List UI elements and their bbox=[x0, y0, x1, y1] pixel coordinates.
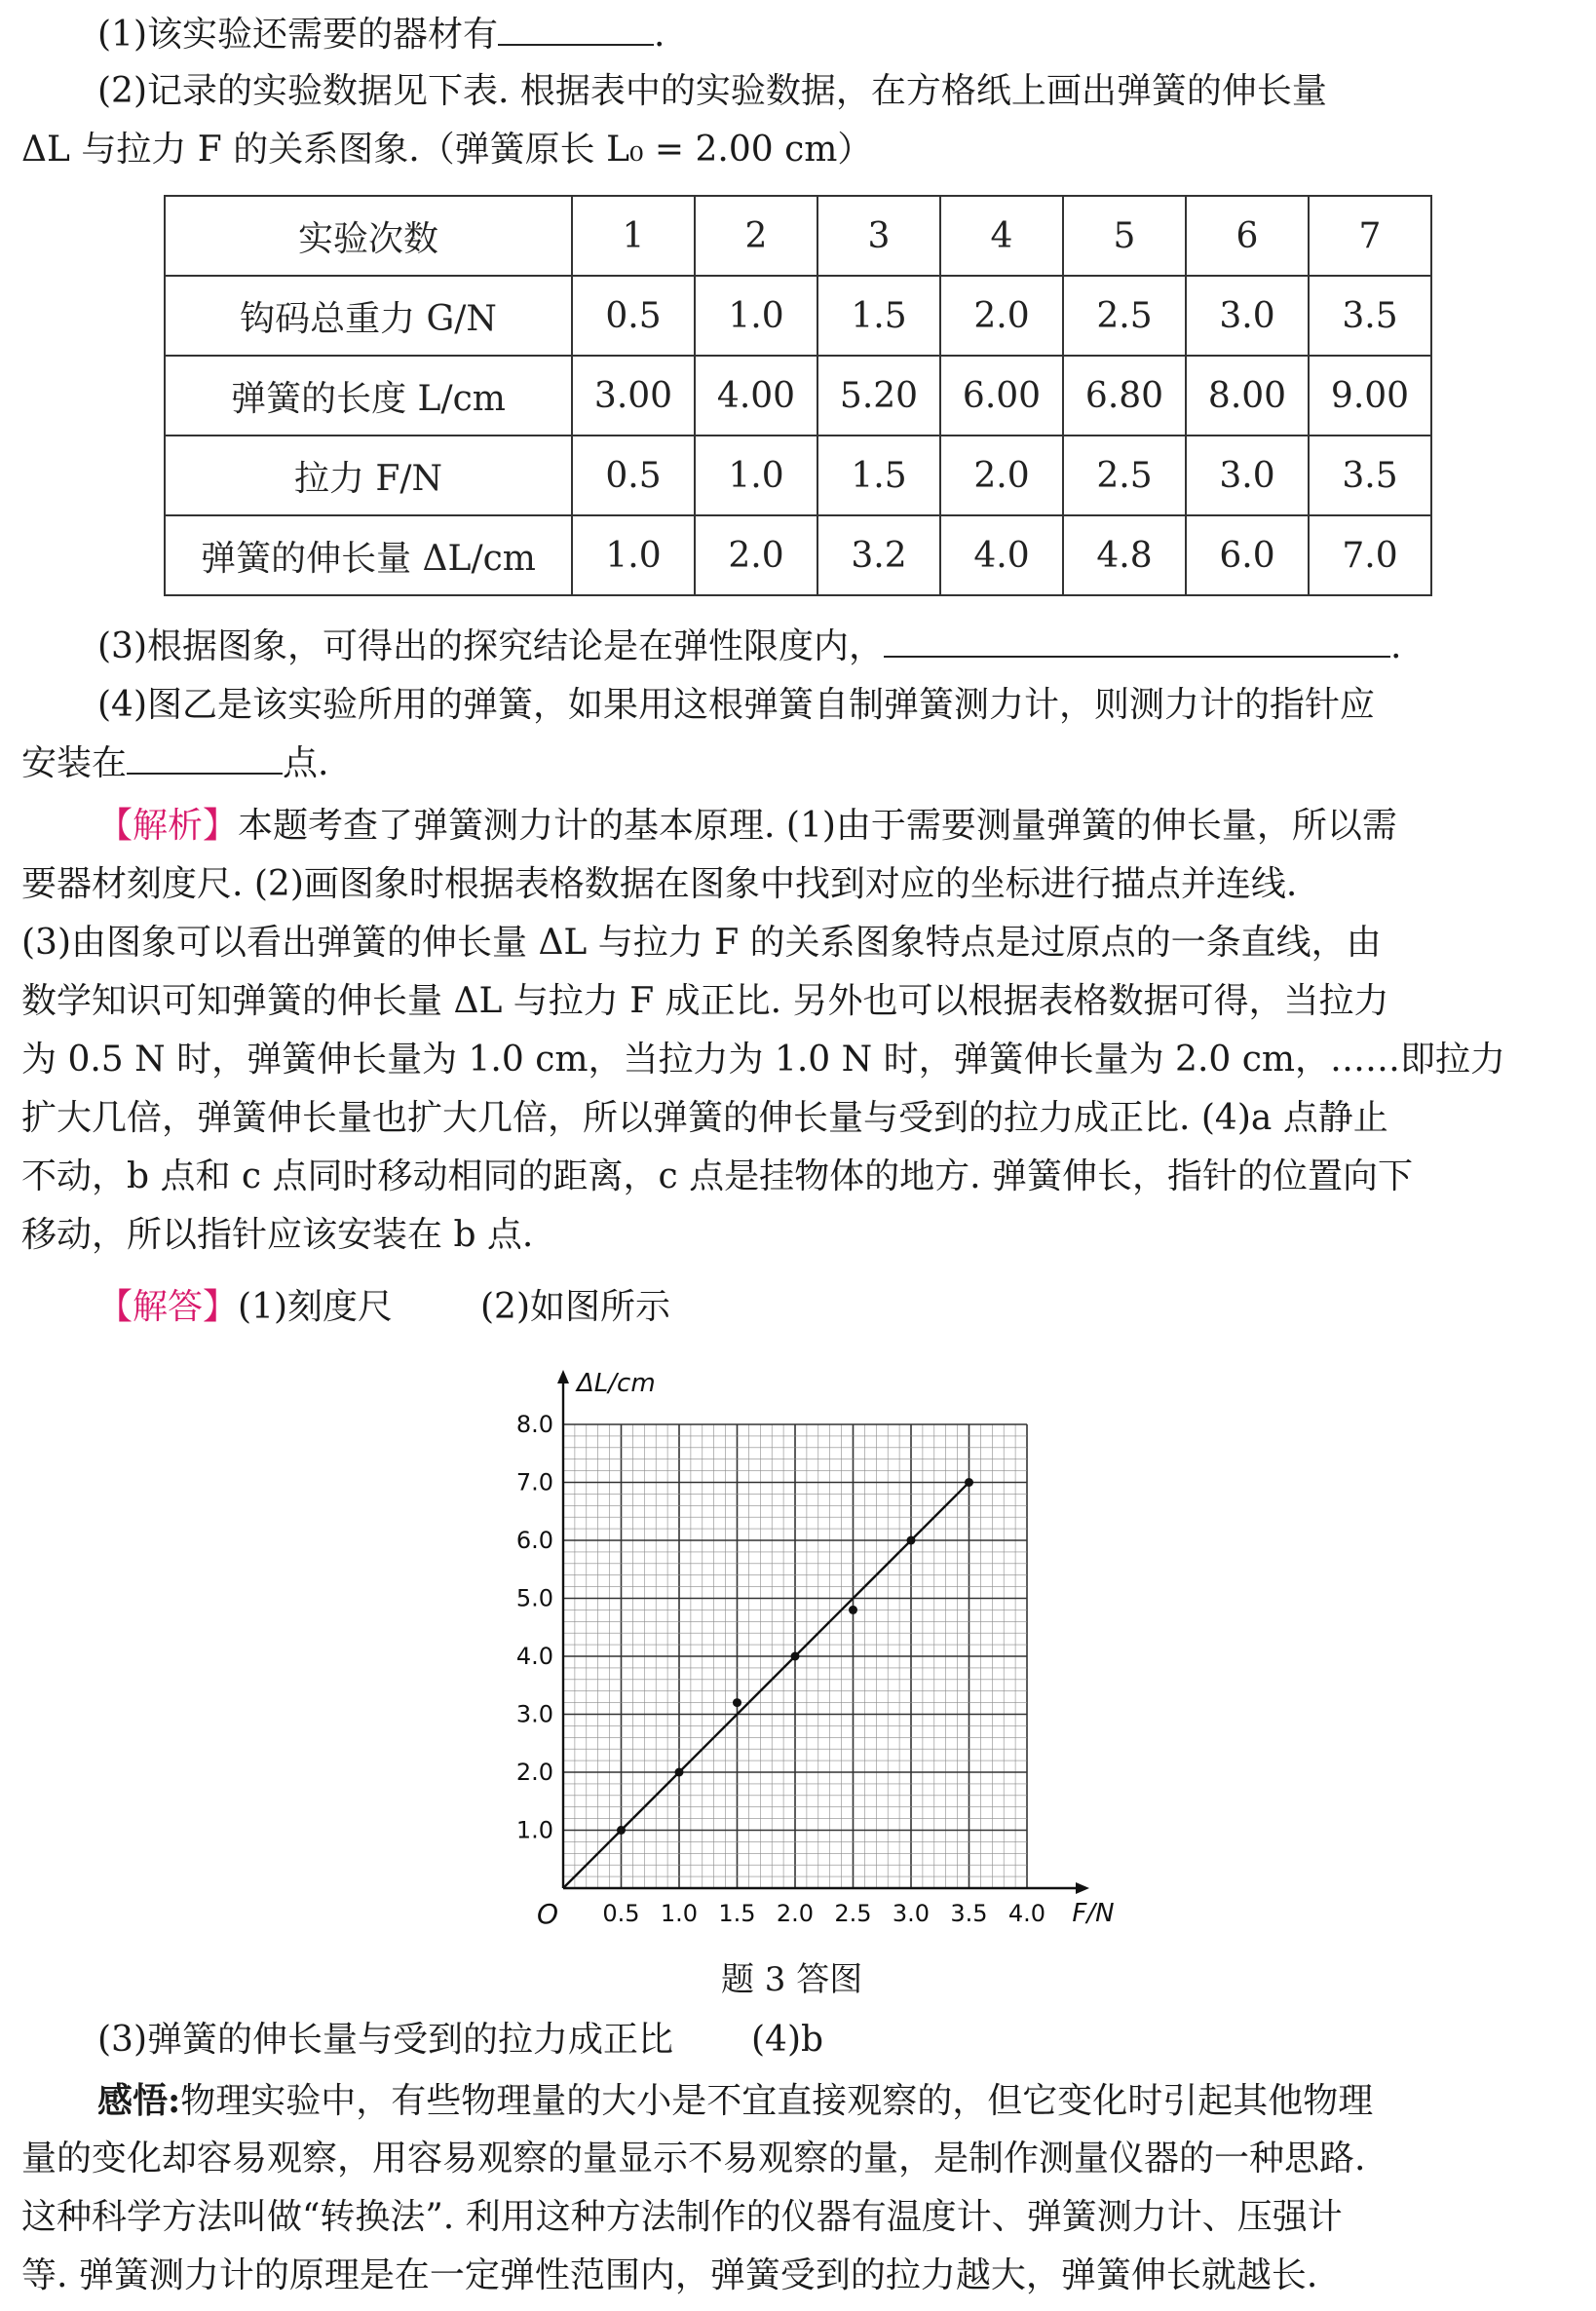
data-point bbox=[965, 1478, 973, 1487]
question-2-line-1: (2)记录的实验数据见下表. 根据表中的实验数据，在方格纸上画出弹簧的伸长量 bbox=[97, 71, 1327, 111]
y-tick-label: 1.0 bbox=[515, 1816, 553, 1844]
fit-line bbox=[563, 1483, 969, 1889]
x-axis-label: F/N bbox=[1072, 1899, 1115, 1928]
x-axis-arrow bbox=[1076, 1882, 1089, 1894]
table-row-label: 拉力 F/N bbox=[165, 436, 572, 515]
table-cell: 2 bbox=[695, 196, 817, 276]
question-3-text: (3)根据图象，可得出的探究结论是在弹性限度内， bbox=[97, 626, 884, 666]
table-cell: 1.5 bbox=[817, 276, 940, 356]
x-tick-label: 0.5 bbox=[602, 1900, 640, 1927]
table-cell: 0.5 bbox=[572, 436, 695, 515]
x-tick-label: 2.5 bbox=[834, 1900, 872, 1927]
table-cell: 3.00 bbox=[572, 356, 695, 436]
table-row bbox=[165, 356, 1431, 436]
analysis-line-4: 数学知识可知弹簧的伸长量 ΔL 与拉力 F 成正比. 另外也可以根据表格数据可得，当拉力 bbox=[21, 981, 1389, 1021]
table-cell: 6.0 bbox=[1186, 515, 1309, 595]
answer-blank-3 bbox=[884, 626, 1390, 658]
table-cell: 1.0 bbox=[572, 515, 695, 595]
question-1 bbox=[97, 12, 1578, 58]
data-point bbox=[791, 1652, 800, 1661]
answer-3: (3)弹簧的伸长量与受到的拉力成正比 bbox=[97, 2020, 673, 2060]
table-cell: 3.5 bbox=[1309, 276, 1431, 356]
question-1-text: (1)该实验还需要的器材有 bbox=[97, 15, 498, 55]
table-row-label: 弹簧的伸长量 ΔL/cm bbox=[165, 515, 572, 595]
y-tick-label: 3.0 bbox=[515, 1700, 553, 1728]
table-cell: 4.8 bbox=[1063, 515, 1186, 595]
chart-marks bbox=[563, 1478, 973, 1888]
analysis-text: 本题考查了弹簧测力计的基本原理. (1)由于需要测量弹簧的伸长量，所以需 bbox=[238, 806, 1397, 846]
data-point bbox=[849, 1606, 857, 1614]
insight-line-3: 这种科学方法叫做“转换法”. 利用这种方法制作的仪器有温度计、弹簧测力计、压强计 bbox=[21, 2197, 1343, 2237]
data-point bbox=[675, 1768, 684, 1777]
data-point bbox=[617, 1826, 626, 1835]
y-tick-label: 6.0 bbox=[515, 1527, 553, 1554]
table-cell: 2.0 bbox=[940, 276, 1063, 356]
table-cell: 6.80 bbox=[1063, 356, 1186, 436]
answer-tag: 【解答】 bbox=[97, 1287, 239, 1327]
x-tick-label: 3.0 bbox=[892, 1900, 931, 1927]
table-header-row bbox=[165, 196, 1431, 276]
table-cell: 1.0 bbox=[695, 276, 817, 356]
answer-line-2 bbox=[97, 2017, 1578, 2064]
table-cell: 9.00 bbox=[1309, 356, 1431, 436]
x-tick-label: 1.5 bbox=[718, 1900, 756, 1927]
analysis-line-8: 移动，所以指针应该安装在 b 点. bbox=[21, 1215, 534, 1255]
answer-2: (2)如图所示 bbox=[480, 1287, 671, 1327]
table-cell: 6 bbox=[1186, 196, 1309, 276]
analysis-line-6: 扩大几倍，弹簧伸长量也扩大几倍，所以弹簧的伸长量与受到的拉力成正比. (4)a 点静止 bbox=[21, 1098, 1388, 1138]
data-point bbox=[733, 1698, 741, 1707]
chart-grid bbox=[563, 1424, 1027, 1888]
analysis-line-7: 不动，b 点和 c 点同时移动相同的距离，c 点是挂物体的地方. 弹簧伸长，指针的位置向下 bbox=[21, 1156, 1414, 1196]
table-cell: 3.0 bbox=[1186, 276, 1309, 356]
table-cell: 2.5 bbox=[1063, 276, 1186, 356]
question-4-line-2 bbox=[21, 740, 1578, 787]
answer-1: (1)刻度尺 bbox=[238, 1287, 394, 1327]
table-row bbox=[165, 276, 1431, 356]
figure-caption: 题 3 答图 bbox=[721, 1960, 863, 1999]
chart-axes bbox=[516, 1369, 1115, 1930]
analysis-tag: 【解析】 bbox=[97, 806, 239, 846]
analysis-line-1 bbox=[97, 803, 1578, 850]
analysis-line-5: 为 0.5 N 时，弹簧伸长量为 1.0 cm，当拉力为 1.0 N 时，弹簧伸长量为 2.0 cm，……即拉力 bbox=[21, 1040, 1506, 1080]
question-4-text: 安装在 bbox=[21, 743, 128, 783]
y-tick-label: 8.0 bbox=[515, 1411, 553, 1438]
table-cell: 3.5 bbox=[1309, 436, 1431, 515]
table-row bbox=[165, 515, 1431, 595]
x-tick-label: 3.5 bbox=[950, 1900, 988, 1927]
x-tick-label: 4.0 bbox=[1007, 1900, 1046, 1927]
y-axis-arrow bbox=[557, 1370, 569, 1383]
question-4-line-1: (4)图乙是该实验所用的弹簧，如果用这根弹簧自制弹簧测力计，则测力计的指针应 bbox=[97, 685, 1375, 725]
table-row bbox=[165, 436, 1431, 515]
question-3 bbox=[97, 624, 1578, 670]
y-tick-label: 5.0 bbox=[515, 1584, 553, 1612]
table-cell: 7.0 bbox=[1309, 515, 1431, 595]
insight-line-2: 量的变化却容易观察，用容易观察的量显示不易观察的量，是制作测量仪器的一种思路. bbox=[21, 2139, 1366, 2178]
insight-text: 物理实验中，有些物理量的大小是不宜直接观察的，但它变化时引起其他物理 bbox=[180, 2081, 1374, 2121]
table-cell: 7 bbox=[1309, 196, 1431, 276]
table-cell: 2.0 bbox=[940, 436, 1063, 515]
question-3-end: . bbox=[1390, 626, 1402, 666]
table-cell: 3 bbox=[817, 196, 940, 276]
answer-4: (4)b bbox=[751, 2020, 824, 2060]
table-cell: 2.5 bbox=[1063, 436, 1186, 515]
table-cell: 1 bbox=[572, 196, 695, 276]
table-cell: 4 bbox=[940, 196, 1063, 276]
insight-line-1 bbox=[97, 2077, 1578, 2125]
insight-tag: 感悟: bbox=[97, 2080, 181, 2121]
analysis-line-2: 要器材刻度尺. (2)画图象时根据表格数据在图象中找到对应的坐标进行描点并连线. bbox=[21, 864, 1298, 904]
y-tick-label: 4.0 bbox=[515, 1643, 553, 1670]
insight-line-4: 等. 弹簧测力计的原理是在一定弹性范围内，弹簧受到的拉力越大，弹簧伸长就越长. bbox=[21, 2255, 1318, 2295]
answer-blank-1 bbox=[498, 15, 654, 46]
x-tick-label: 2.0 bbox=[776, 1900, 815, 1927]
data-point bbox=[907, 1536, 916, 1545]
table-cell: 4.0 bbox=[940, 515, 1063, 595]
table-cell: 1.0 bbox=[695, 436, 817, 515]
table-row-label: 钩码总重力 G/N bbox=[165, 276, 572, 356]
question-1-end: . bbox=[654, 15, 665, 55]
origin-label: O bbox=[536, 1898, 559, 1930]
table-cell: 2.0 bbox=[695, 515, 817, 595]
table-cell: 5.20 bbox=[817, 356, 940, 436]
table-row-label: 弹簧的长度 L/cm bbox=[165, 356, 572, 436]
x-tick-label: 1.0 bbox=[660, 1900, 699, 1927]
data-table bbox=[164, 195, 1432, 596]
analysis-line-3: (3)由图象可以看出弹簧的伸长量 ΔL 与拉力 F 的关系图象特点是过原点的一条直线，由 bbox=[21, 923, 1382, 963]
y-tick-label: 7.0 bbox=[515, 1468, 553, 1496]
table-cell: 4.00 bbox=[695, 356, 817, 436]
y-axis-label: ΔL/cm bbox=[577, 1369, 656, 1398]
table-cell: 1.5 bbox=[817, 436, 940, 515]
answer-blank-4 bbox=[127, 743, 283, 775]
table-cell: 3.2 bbox=[817, 515, 940, 595]
question-4-end: 点. bbox=[283, 743, 329, 783]
table-cell: 0.5 bbox=[572, 276, 695, 356]
table-header-label: 实验次数 bbox=[165, 196, 572, 276]
answer-line-1 bbox=[97, 1284, 1578, 1331]
table-cell: 6.00 bbox=[940, 356, 1063, 436]
table-cell: 5 bbox=[1063, 196, 1186, 276]
table-cell: 3.0 bbox=[1186, 436, 1309, 515]
table-cell: 8.00 bbox=[1186, 356, 1309, 436]
question-2-line-2: ΔL 与拉力 F 的关系图象.（弹簧原长 L₀ = 2.00 cm） bbox=[21, 130, 873, 170]
y-tick-label: 2.0 bbox=[515, 1759, 553, 1786]
